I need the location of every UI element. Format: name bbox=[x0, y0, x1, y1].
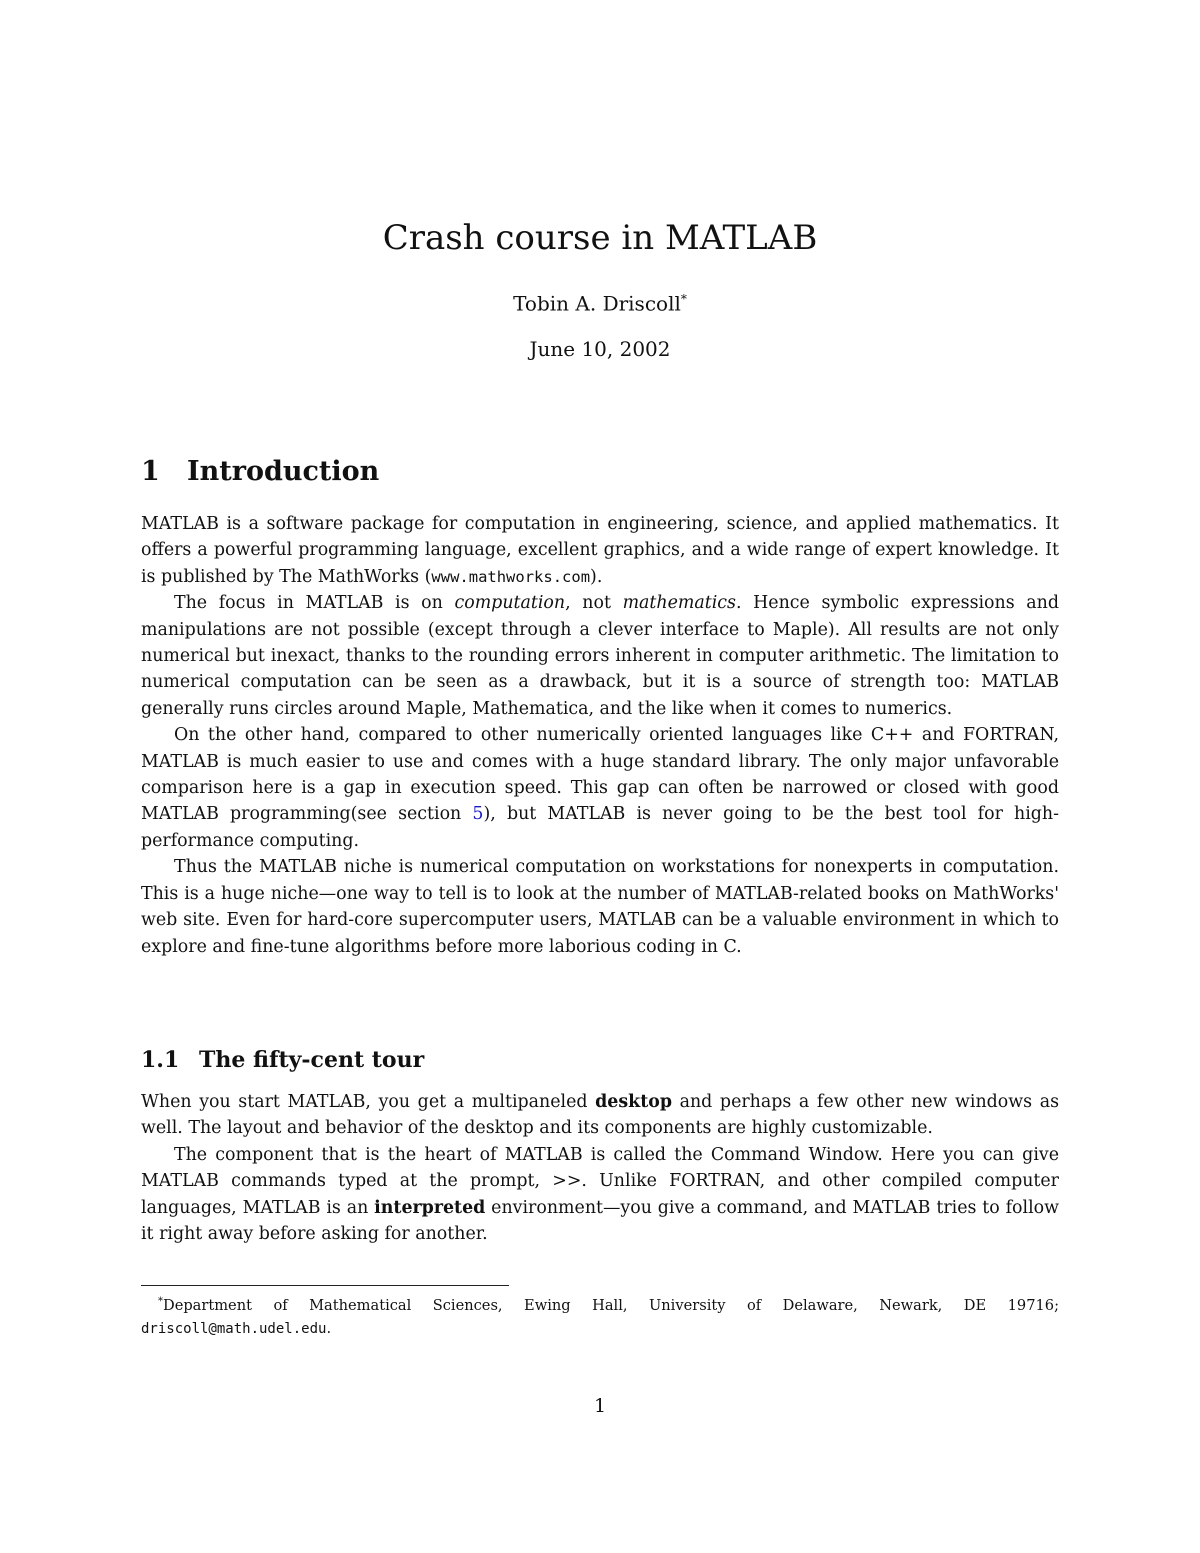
section-5-link[interactable]: 5 bbox=[472, 804, 484, 825]
bold-desktop: desktop bbox=[595, 1092, 672, 1112]
subsection-title: The fifty-cent tour bbox=[199, 1047, 425, 1073]
section-number: 1 bbox=[141, 456, 160, 487]
footnote-text bbox=[141, 1290, 1059, 1341]
text-run: ). bbox=[590, 566, 603, 587]
text-run: . bbox=[326, 1319, 332, 1337]
text-run: . Hence symbolic expressions and manipulations are not possible (except through a clever interface to Maple). All results are not only numerical but inexact, thanks to the rounding errors inherent in computer arithmetic. The limitation to numerical computation can be seen as a drawback, but it is a source of strength too: MATLAB generally runs circles around Maple, Mathematica, and the like when it comes to numerics. bbox=[141, 593, 1059, 719]
tour-body bbox=[141, 1089, 1059, 1247]
tour-paragraph-2 bbox=[141, 1142, 1059, 1248]
text-run: The focus in MATLAB is on bbox=[174, 593, 455, 614]
author-footnote-mark: * bbox=[680, 292, 687, 306]
intro-paragraph-3 bbox=[141, 722, 1059, 854]
bold-interpreted: interpreted bbox=[374, 1197, 486, 1218]
emphasis-mathematics: mathematics bbox=[622, 593, 736, 614]
text-run: MATLAB is a software package for computation in engineering, science, and applied mathematics. It offers a powerful programming language, excellent graphics, and a wide range of expert knowledge. It is published by The MathWorks ( bbox=[141, 514, 1059, 587]
subsection-heading-fifty-cent-tour bbox=[141, 1042, 424, 1078]
author-line bbox=[0, 283, 1200, 320]
text-run: environment—you give a command, and MATLAB tries to follow it right away before asking for another. bbox=[141, 1197, 1059, 1245]
mathworks-url[interactable]: www.mathworks.com bbox=[431, 567, 591, 586]
section-title: Introduction bbox=[187, 456, 380, 487]
author-email[interactable]: driscoll@math.udel.edu bbox=[141, 1320, 327, 1337]
intro-paragraph-4: Thus the MATLAB niche is numerical computation on workstations for nonexperts in computation. This is a huge niche—one way to tell is to look at the number of MATLAB-related books on MathWorks' web site. Even for hard-core supercomputer users, MATLAB can be a valuable environment in which to explore and fine-tune algorithms before more laborious coding in C. bbox=[141, 857, 1059, 957]
text-run: , not bbox=[565, 593, 623, 614]
text-run: ), but MATLAB is never going to be the best tool for high-performance computing. bbox=[141, 804, 1059, 851]
text-run: and perhaps a few other new windows as well. The layout and behavior of the desktop and its components are highly customizable. bbox=[141, 1092, 1060, 1139]
footnote-mark: * bbox=[158, 1296, 163, 1307]
document-date: June 10, 2002 bbox=[529, 337, 671, 361]
author-name: Tobin A. Driscoll bbox=[513, 291, 681, 316]
introduction-body bbox=[141, 511, 1059, 960]
emphasis-computation: computation bbox=[454, 593, 566, 614]
footnote-affiliation: Department of Mathematical Sciences, Ewing Hall, University of Delaware, Newark, DE 19716; bbox=[163, 1296, 1059, 1314]
text-run: On the other hand, compared to other numerically oriented languages like C++ and FORTRAN, MATLAB is much easier to use and comes with a huge standard library. The only major unfavorable comparison here is a gap in execution speed. This gap can often be narrowed or closed with good MATLAB programming(see section bbox=[141, 725, 1059, 825]
footnote bbox=[141, 1290, 1059, 1341]
page-number: 1 bbox=[593, 1395, 607, 1417]
footnote-rule bbox=[141, 1285, 509, 1286]
intro-paragraph-1 bbox=[141, 511, 1059, 590]
document-title: Crash course in MATLAB bbox=[382, 218, 818, 258]
tour-paragraph-1 bbox=[141, 1089, 1059, 1142]
text-run: When you start MATLAB, you get a multipaneled bbox=[141, 1092, 596, 1112]
intro-paragraph-2 bbox=[141, 590, 1059, 722]
text-run: The component that is the heart of MATLAB is called the Command Window. Here you can give MATLAB commands typed at the prompt, >>. Unlike FORTRAN, and other compiled computer languages, MATLAB is an bbox=[141, 1144, 1059, 1218]
section-heading-introduction bbox=[141, 452, 379, 492]
subsection-number: 1.1 bbox=[141, 1047, 180, 1073]
